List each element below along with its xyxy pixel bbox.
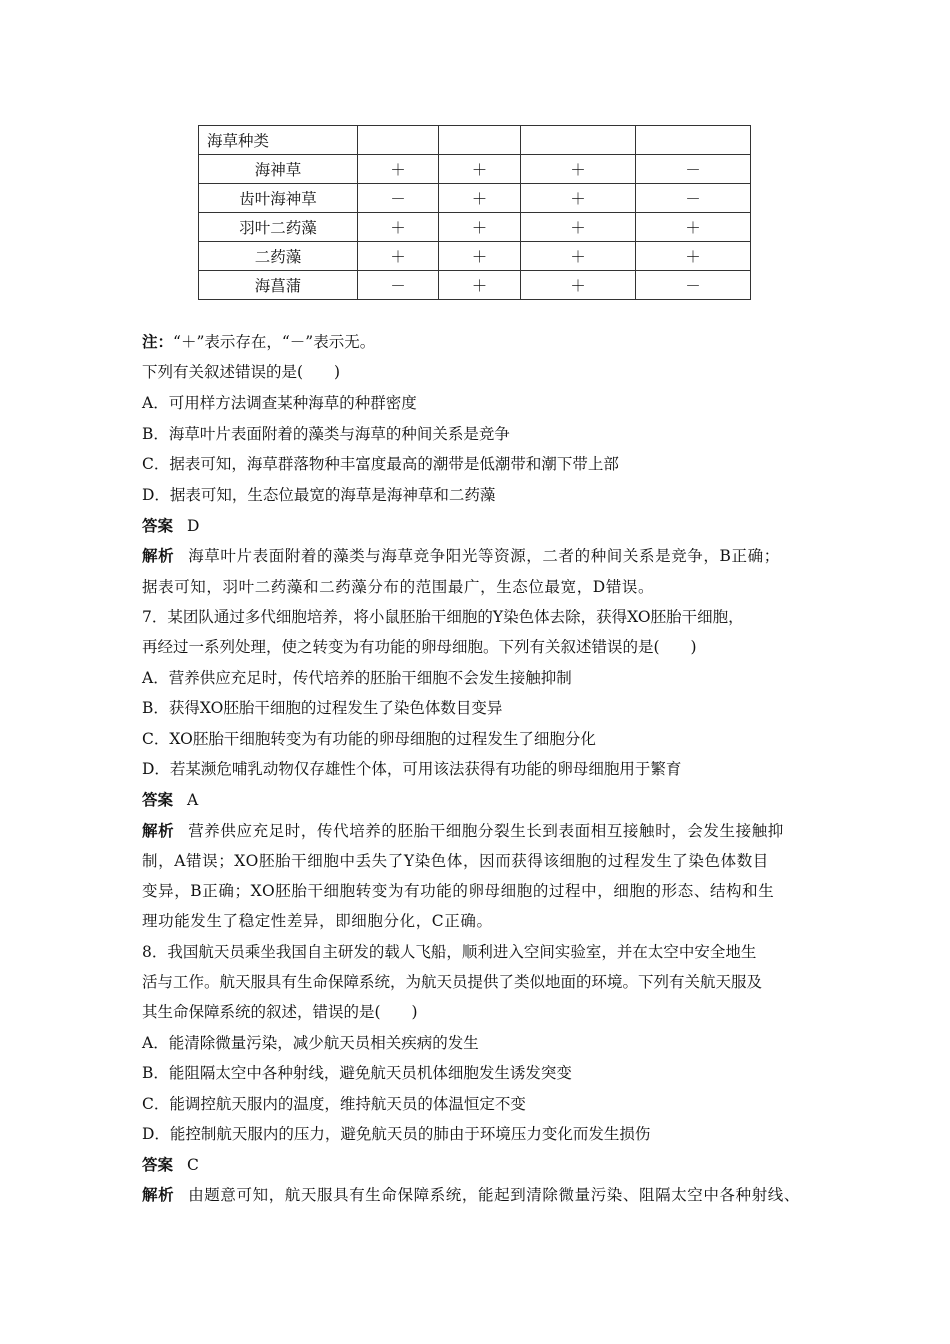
table-row [199, 242, 751, 271]
q8-answer [142, 1155, 199, 1175]
presence-cell: ＋ [358, 242, 439, 271]
note-label: 注： [142, 332, 174, 351]
q6-option-d: D．据表可知，生态位最宽的海草是海神草和二药藻 [142, 486, 496, 504]
presence-cell: ＋ [521, 155, 636, 184]
presence-cell: － [636, 271, 751, 300]
q7-option-c: C．XO胚胎干细胞转变为有功能的卵母细胞的过程发生了细胞分化 [142, 730, 596, 748]
presence-cell: ＋ [358, 213, 439, 242]
analysis-text: 海草叶片表面附着的藻类与海草竞争阳光等资源，二者的种间关系是竞争，B正确； [188, 547, 780, 565]
q6-option-b: B．海草叶片表面附着的藻类与海草的种间关系是竞争 [142, 425, 510, 443]
q7-option-d: D．若某濒危哺乳动物仅存雄性个体，可用该法获得有功能的卵母细胞用于繁育 [142, 760, 682, 778]
answer-label: 答案 [142, 790, 174, 809]
q6-option-c: C．据表可知，海草群落物种丰富度最高的潮带是低潮带和潮下带上部 [142, 455, 619, 473]
species-name: 海神草 [199, 155, 358, 184]
q8-option-d: D．能控制航天服内的压力，避免航天员的肺由于环境压力变化而发生损伤 [142, 1125, 651, 1143]
species-name: 羽叶二药藻 [199, 213, 358, 242]
presence-cell: ＋ [521, 213, 636, 242]
table-header-empty-cell [439, 126, 521, 155]
q7-option-a: A．营养供应充足时，传代培养的胚胎干细胞不会发生接触抑制 [142, 669, 572, 687]
presence-cell: ＋ [521, 242, 636, 271]
q8-option-b: B．能阻隔太空中各种射线，避免航天员机体细胞发生诱发突变 [142, 1064, 572, 1082]
presence-cell: ＋ [439, 242, 521, 271]
answer-value: D [187, 517, 200, 535]
q7-analysis-line: 制，A错误；XO胚胎干细胞中丢失了Y染色体，因而获得该细胞的过程发生了染色体数目 [142, 852, 769, 870]
table-header-row [199, 126, 751, 155]
presence-cell: － [636, 184, 751, 213]
analysis-text: 由题意可知，航天服具有生命保障系统，能起到清除微量污染、阻隔太空中各种射线、 [188, 1186, 801, 1204]
q7-analysis-line: 变异，B正确；XO胚胎干细胞转变为有功能的卵母细胞的过程中，细胞的形态、结构和生 [142, 882, 775, 900]
analysis-text: 营养供应充足时，传代培养的胚胎干细胞分裂生长到表面相互接触时，会发生接触抑 [188, 822, 784, 840]
q6-stem: 下列有关叙述错误的是( ) [142, 363, 341, 381]
presence-cell: ＋ [439, 155, 521, 184]
presence-cell: ＋ [439, 213, 521, 242]
q8-stem-line: 8．我国航天员乘坐我国自主研发的载人飞船，顺利进入空间实验室，并在太空中安全地生 [142, 943, 757, 961]
q8-stem-line: 活与工作。航天服具有生命保障系统，为航天员提供了类似地面的环境。下列有关航天服及 [142, 973, 763, 991]
table-header-empty-cell [636, 126, 751, 155]
answer-value: A [187, 791, 199, 809]
presence-cell: － [636, 155, 751, 184]
table-header-cell: 海草种类 [199, 126, 358, 155]
species-name: 二药藻 [199, 242, 358, 271]
q7-stem-line: 7．某团队通过多代细胞培养，将小鼠胚胎干细胞的Y染色体去除，获得XO胚胎干细胞， [142, 608, 744, 626]
presence-cell: － [358, 184, 439, 213]
table-row [199, 271, 751, 300]
table-row [199, 184, 751, 213]
q7-stem-line: 再经过一系列处理，使之转变为有功能的卵母细胞。下列有关叙述错误的是( ) [142, 638, 697, 656]
q8-stem-line: 其生命保障系统的叙述，错误的是( ) [142, 1003, 418, 1021]
presence-cell: ＋ [439, 271, 521, 300]
presence-cell: ＋ [636, 213, 751, 242]
q8-option-c: C．能调控航天服内的温度，维持航天员的体温恒定不变 [142, 1095, 526, 1113]
presence-cell: ＋ [521, 271, 636, 300]
analysis-label: 解析 [142, 1185, 175, 1204]
note-text: “＋”表示存在，“－”表示无。 [173, 333, 376, 351]
species-name: 海菖蒲 [199, 271, 358, 300]
q6-answer [142, 516, 199, 536]
presence-cell: ＋ [521, 184, 636, 213]
table-header-empty-cell [358, 126, 439, 155]
table-row [199, 213, 751, 242]
q8-option-a: A．能清除微量污染，减少航天员相关疾病的发生 [142, 1034, 479, 1052]
species-name: 齿叶海神草 [199, 184, 358, 213]
q6-analysis-line: 据表可知，羽叶二药藻和二药藻分布的范围最广，生态位最宽，D错误。 [142, 578, 655, 596]
presence-cell: ＋ [636, 242, 751, 271]
answer-value: C [187, 1156, 199, 1174]
seagrass-distribution-table [198, 125, 751, 300]
q7-option-b: B．获得XO胚胎干细胞的过程发生了染色体数目变异 [142, 699, 503, 717]
table-note [142, 332, 375, 352]
table-row [199, 155, 751, 184]
q7-analysis-line [142, 821, 784, 841]
answer-label: 答案 [142, 516, 174, 535]
analysis-label: 解析 [142, 546, 175, 565]
presence-cell: ＋ [439, 184, 521, 213]
table-header-empty-cell [521, 126, 636, 155]
q7-analysis-line: 理功能发生了稳定性差异，即细胞分化，C正确。 [142, 912, 493, 930]
q6-analysis-line [142, 546, 780, 566]
q6-option-a: A．可用样方法调查某种海草的种群密度 [142, 394, 417, 412]
presence-cell: － [358, 271, 439, 300]
q7-answer [142, 790, 198, 810]
q8-analysis-line [142, 1185, 800, 1205]
presence-cell: ＋ [358, 155, 439, 184]
answer-label: 答案 [142, 1155, 174, 1174]
analysis-label: 解析 [142, 821, 175, 840]
